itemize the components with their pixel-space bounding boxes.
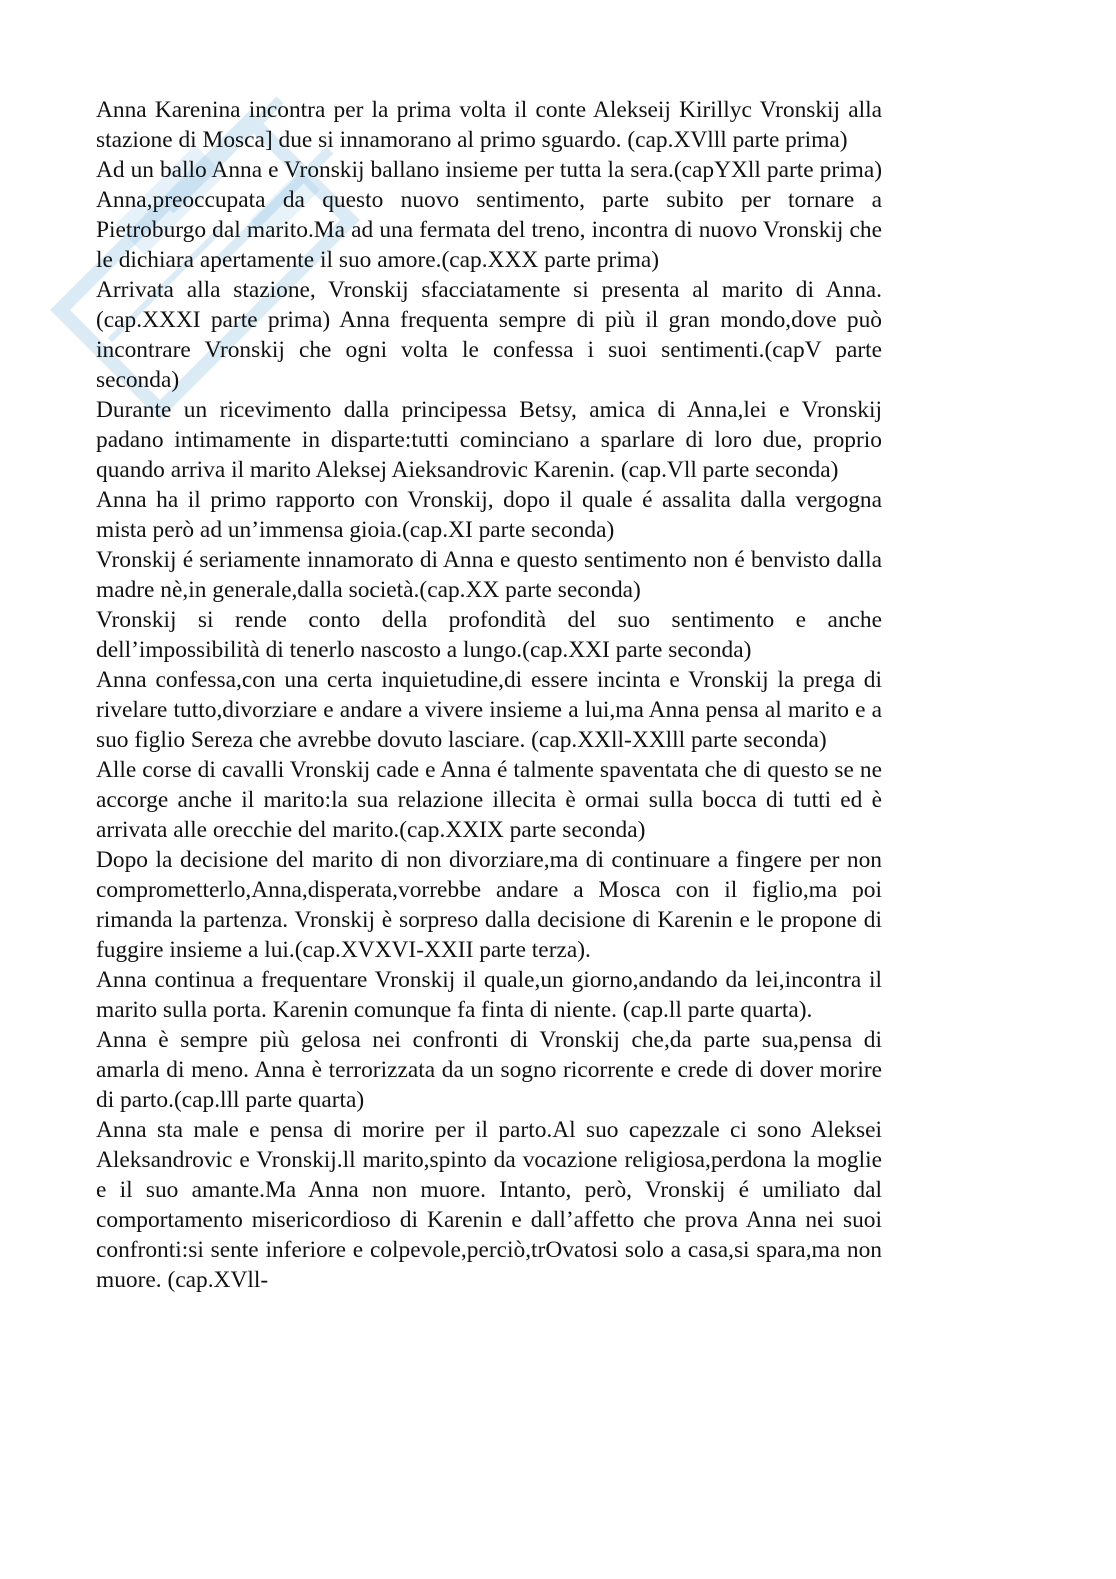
paragraph: Anna Karenina incontra per la prima volta il conte Alekseij Kirillyc Vronskij alla stazione di Mosca] due si innamorano al primo sguardo. (cap.XVlll parte prima) xyxy=(96,97,882,153)
paragraph: Anna continua a frequentare Vronskij il quale,un giorno,andando da lei,incontra il marito sulla porta. Karenin comunque fa finta di niente. (cap.ll parte quarta). xyxy=(96,967,882,1023)
paragraph: Anna è sempre più gelosa nei confronti di Vronskij che,da parte sua,pensa di amarla di meno. Anna è terrorizzata da un sogno ricorrente e crede di dover morire di parto.(cap.lll parte quarta) xyxy=(96,1027,882,1113)
paragraph: Durante un ricevimento dalla principessa Betsy, amica di Anna,lei e Vronskij padano intimamente in disparte:tutti cominciano a sparlare di loro due, proprio quando arriva il marito Aleksej Aieksandrovic Karenin. (cap.Vll parte seconda) xyxy=(96,397,882,483)
paragraph: Anna sta male e pensa di morire per il parto.Al suo capezzale ci sono Aleksei Aleksandrovic e Vronskij.ll marito,spinto da vocazione religiosa,perdona la moglie e il suo amante.Ma Anna non muore. Intanto, però, Vronskij é umiliato dal comportamento misericordioso di Karenin e dall’affetto che prova Anna nei suoi confronti:si sente inferiore e colpevole,perciò,trOvatosi solo a casa,si spara,ma non muore. (cap.XVll- xyxy=(96,1117,882,1293)
paragraph: Anna ha il primo rapporto con Vronskij, dopo il quale é assalita dalla vergogna mista però ad un’immensa gioia.(cap.XI parte seconda) xyxy=(96,487,882,543)
paragraph: Vronskij é seriamente innamorato di Anna e questo sentimento non é benvisto dalla madre nè,in generale,dalla società.(cap.XX parte seconda) xyxy=(96,547,882,603)
paragraph: Vronskij si rende conto della profondità del suo sentimento e anche dell’impossibilità di tenerlo nascosto a lungo.(cap.XXI parte seconda) xyxy=(96,607,882,663)
paragraph: Ad un ballo Anna e Vronskij ballano insieme per tutta la sera.(capYXll parte prima) Anna,preoccupata da questo nuovo sentimento, parte subito per tornare a Pietroburgo dal marito.Ma ad una fermata del treno, incontra di nuovo Vronskij che le dichiara apertamente il suo amore.(cap.XXX parte prima) xyxy=(96,157,882,273)
paragraph: Anna confessa,con una certa inquietudine,di essere incinta e Vronskij la prega di rivelare tutto,divorziare e andare a vivere insieme a lui,ma Anna pensa al marito e a suo figlio Sereza che avrebbe dovuto lasciare. (cap.XXll-XXlll parte seconda) xyxy=(96,667,882,753)
paragraph: Arrivata alla stazione, Vronskij sfacciatamente si presenta al marito di Anna.(cap.XXXI parte prima) Anna frequenta sempre di più il gran mondo,dove può incontrare Vronskij che ogni volta le confessa i suoi sentimenti.(capV parte seconda) xyxy=(96,277,882,393)
document-body xyxy=(96,95,882,1295)
paragraph: Dopo la decisione del marito di non divorziare,ma di continuare a fingere per non comprometterlo,Anna,disperata,vorrebbe andare a Mosca con il figlio,ma poi rimanda la partenza. Vronskij è sorpreso dalla decisione di Karenin e le propone di fuggire insieme a lui.(cap.XVXVI-XXII parte terza). xyxy=(96,847,882,963)
paragraph: Alle corse di cavalli Vronskij cade e Anna é talmente spaventata che di questo se ne accorge anche il marito:la sua relazione illecita è ormai sulla bocca di tutti ed è arrivata alle orecchie del marito.(cap.XXIX parte seconda) xyxy=(96,757,882,843)
